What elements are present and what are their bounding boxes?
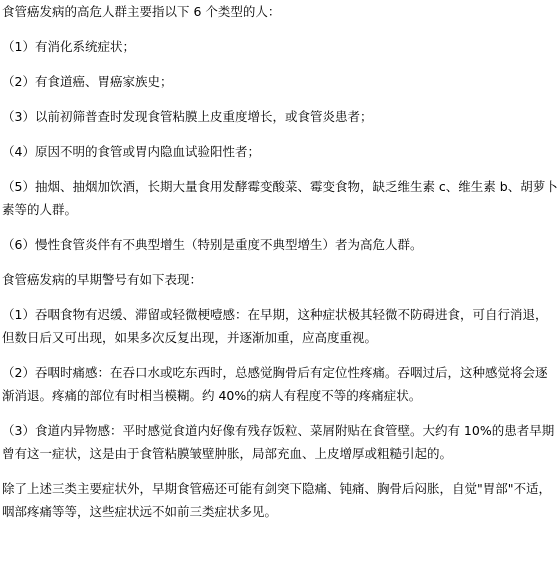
risk-group-item-1: （1）有消化系统症状；: [2, 39, 135, 54]
heading-early-signs: 食管癌发病的早期警号有如下表现：: [2, 272, 203, 287]
risk-group-item-4: （4）原因不明的食管或胃内隐血试验阳性者；: [2, 144, 260, 159]
article-body: [2, 0, 558, 535]
risk-group-item-3: （3）以前初筛普查时发现食管粘膜上皮重度增长，或食管炎患者；: [2, 109, 373, 124]
closing-paragraph: 除了上述三类主要症状外，早期食管癌还可能有剑突下隐痛、钝痛、胸骨后闷胀，自觉"胃部"不适，咽部疼痛等等，这些症状远不如前三类症状多见。: [2, 481, 552, 519]
risk-group-item-5: （5）抽烟、抽烟加饮酒，长期大量食用发酵霉变酸菜、霉变食物，缺乏维生素 c、维生素 b、胡萝卜素等的人群。: [2, 179, 558, 217]
heading-risk-groups: 食管癌发病的高危人群主要指以下 6 个类型的人：: [2, 4, 281, 19]
symptom-item-3: （3）食道内异物感：平时感觉食道内好像有残存饭粒、菜屑附贴在食管壁。大约有 10%的患者早期曾有这一症状，这是由于食管粘膜皱壁肿胀，局部充血、上皮增厚或粗糙引起的。: [2, 423, 555, 461]
risk-group-item-2: （2）有食道癌、胃癌家族史；: [2, 74, 173, 89]
symptom-item-2: （2）吞咽时痛感：在吞口水或吃东西时，总感觉胸骨后有定位性疼痛。吞咽过后，这种感觉将会逐渐消退。疼痛的部位有时相当模糊。约 40%的病人有程度不等的疼痛症状。: [2, 365, 548, 403]
symptom-item-1: （1）吞咽食物有迟缓、滞留或轻微梗噎感：在早期，这种症状极其轻微不防碍进食，可自行消退，但数日后又可出现，如果多次反复出现，并逐渐加重，应高度重视。: [2, 307, 548, 345]
risk-group-item-6: （6）慢性食管炎伴有不典型增生（特别是重度不典型增生）者为高危人群。: [2, 237, 423, 252]
